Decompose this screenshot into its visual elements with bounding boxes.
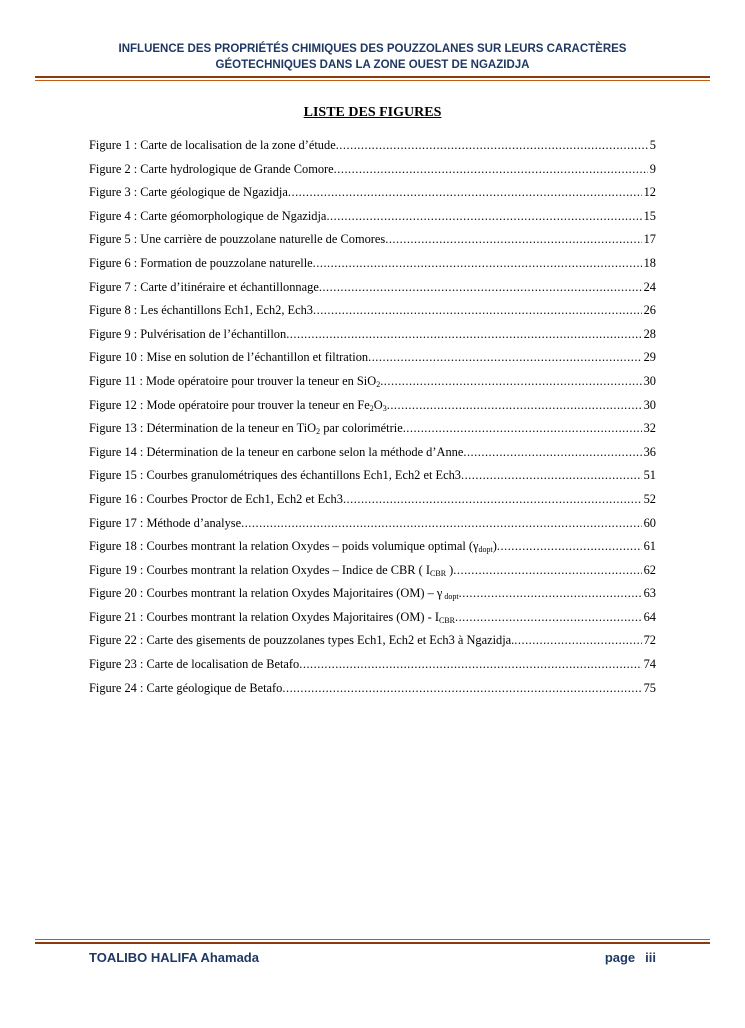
figure-label: Figure 4 : Carte géomorphologique de Ngazidja xyxy=(89,208,327,223)
figure-label: Figure 21 : Courbes montrant la relation Oxydes Majoritaires $(OM) - I_{CBR}$ xyxy=(89,609,455,625)
footer-page-number: iii xyxy=(645,950,656,965)
figure-entry[interactable] xyxy=(89,303,656,327)
footer-rule xyxy=(35,939,710,944)
figure-page-number: 17 xyxy=(643,232,656,247)
figure-label: Figure 2 : Carte hydrologique de Grande Comore xyxy=(89,161,334,176)
figure-label: Figure 16 : Courbes Proctor de Ech1, Ech2 et Ech3 xyxy=(89,491,343,506)
figure-entry[interactable] xyxy=(89,492,656,516)
figure-page-number: 62 xyxy=(643,562,656,577)
figure-label: Figure 10 : Mise en solution de l’échantillon et filtration xyxy=(89,350,369,365)
figure-entry[interactable] xyxy=(89,633,656,657)
leader-dots xyxy=(459,586,642,601)
figure-page-number: 75 xyxy=(643,680,656,695)
figure-entry[interactable] xyxy=(89,138,656,162)
header-rule xyxy=(35,76,710,81)
figure-page-number: 5 xyxy=(649,138,656,152)
figure-entry[interactable] xyxy=(89,421,656,445)
leader-dots xyxy=(403,421,642,436)
figure-page-number: 36 xyxy=(643,444,656,459)
figure-entry[interactable] xyxy=(89,657,656,681)
leader-dots xyxy=(288,185,642,200)
figure-label: Figure 18 : Courbes montrant la relation Oxydes – poids volumique optimal $(\gamma_{dopt})$ xyxy=(89,539,497,555)
figure-entry[interactable] xyxy=(89,563,656,587)
figure-entry[interactable] xyxy=(89,280,656,304)
footer-page-word: page xyxy=(604,950,636,965)
figure-page-number: 64 xyxy=(643,609,656,624)
figure-page-number: 29 xyxy=(643,350,656,365)
leader-dots xyxy=(387,398,642,413)
figure-label: Figure 1 : Carte de localisation de la zone d’étude xyxy=(89,138,336,152)
figure-label: Figure 20 : Courbes montrant la relation Oxydes Majoritaires (OM) – γ $_{dopt}$ xyxy=(89,586,459,602)
leader-dots xyxy=(453,563,641,578)
figure-page-number: 30 xyxy=(643,373,656,388)
figure-label: Figure 8 : Les échantillons Ech1, Ech2, Ech3 xyxy=(89,303,314,318)
figure-entry[interactable] xyxy=(89,539,656,563)
leader-dots xyxy=(514,633,641,648)
figure-label: Figure 22 : Carte des gisements de pouzzolanes types Ech1, Ech2 et Ech3 à Ngazidja. xyxy=(89,633,515,648)
leader-dots xyxy=(461,468,642,483)
figure-entry[interactable] xyxy=(89,468,656,492)
leader-dots xyxy=(455,610,642,625)
figure-entry[interactable] xyxy=(89,374,656,398)
running-header xyxy=(60,41,685,73)
header-line-1: INFLUENCE DES PROPRIÉTÉS CHIMIQUES DES POUZZOLANES SUR LEURS CARACTÈRES xyxy=(118,43,627,55)
leader-dots xyxy=(326,209,641,224)
figure-page-number: 9 xyxy=(649,161,656,176)
figure-page-number: 74 xyxy=(643,657,656,672)
leader-dots xyxy=(286,327,641,342)
figure-entry[interactable] xyxy=(89,681,656,705)
leader-dots xyxy=(282,681,641,696)
figure-entry[interactable] xyxy=(89,610,656,634)
figure-label: Figure 24 : Carte géologique de Betafo xyxy=(89,680,283,695)
figure-entry[interactable] xyxy=(89,586,656,610)
figure-label: Figure 7 : Carte d’itinéraire et échantillonnage xyxy=(89,279,319,294)
figure-page-number: 52 xyxy=(643,491,656,506)
figure-entry[interactable] xyxy=(89,232,656,256)
figure-page-number: 18 xyxy=(643,255,656,270)
figure-entry[interactable] xyxy=(89,162,656,186)
header-line-2: GÉOTECHNIQUES DANS LA ZONE OUEST DE NGAZIDJA xyxy=(215,59,530,71)
figure-entry[interactable] xyxy=(89,209,656,233)
figure-page-number: 15 xyxy=(643,208,656,223)
leader-dots xyxy=(319,280,642,295)
figure-page-number: 24 xyxy=(643,279,656,294)
figure-entry[interactable] xyxy=(89,445,656,469)
leader-dots xyxy=(334,162,648,177)
footer-author: TOALIBO HALIFA Ahamada xyxy=(89,950,259,965)
figure-entry[interactable] xyxy=(89,350,656,374)
figure-entry[interactable] xyxy=(89,256,656,280)
figure-list xyxy=(89,138,656,704)
figure-entry[interactable] xyxy=(89,327,656,351)
figure-label: Figure 9 : Pulvérisation de l’échantillon xyxy=(89,326,287,341)
figure-entry[interactable] xyxy=(89,516,656,540)
leader-dots xyxy=(299,657,641,672)
figure-label: Figure 23 : Carte de localisation de Betafo xyxy=(89,657,300,672)
figure-page-number: 61 xyxy=(643,539,656,554)
figure-page-number: 72 xyxy=(643,633,656,648)
figure-label: Figure 12 : Mode opératoire pour trouver la teneur en $Fe_2O_3$ xyxy=(89,397,387,413)
leader-dots xyxy=(343,492,642,507)
footer-page xyxy=(595,950,656,965)
figure-page-number: 30 xyxy=(643,397,656,412)
figure-entry[interactable] xyxy=(89,185,656,209)
figure-entry[interactable] xyxy=(89,398,656,422)
leader-dots xyxy=(313,303,642,318)
figure-label: Figure 5 : Une carrière de pouzzolane naturelle de Comores xyxy=(89,232,386,247)
figure-page-number: 60 xyxy=(643,515,656,530)
figure-label: Figure 14 : Détermination de la teneur en carbone selon la méthode d’Anne xyxy=(89,444,464,459)
figure-page-number: 32 xyxy=(643,421,656,436)
figure-page-number: 51 xyxy=(643,468,656,483)
figure-label: Figure 3 : Carte géologique de Ngazidja xyxy=(89,185,288,200)
leader-dots xyxy=(497,539,642,554)
leader-dots xyxy=(385,232,641,247)
figure-page-number: 63 xyxy=(643,586,656,601)
figure-label: Figure 15 : Courbes granulométriques des échantillons Ech1, Ech2 et Ech3 xyxy=(89,468,461,483)
figure-label: Figure 13 : Détermination de la teneur en TiO$_2$ par colorimétrie xyxy=(89,421,403,437)
leader-dots xyxy=(368,350,642,365)
figure-page-number: 28 xyxy=(643,326,656,341)
leader-dots xyxy=(336,138,648,153)
page-title: LISTE DES FIGURES xyxy=(303,105,442,120)
figure-label: Figure 11 : Mode opératoire pour trouver la teneur en SiO$_2$ xyxy=(89,373,381,389)
figure-label: Figure 17 : Méthode d’analyse xyxy=(89,515,242,530)
leader-dots xyxy=(313,256,642,271)
leader-dots xyxy=(241,516,642,531)
figure-label: Figure 6 : Formation de pouzzolane naturelle xyxy=(89,255,313,270)
figure-label: Figure 19 : Courbes montrant la relation Oxydes – Indice de CBR ( $I_{CBR}$ ) xyxy=(89,562,454,578)
leader-dots xyxy=(380,374,641,389)
leader-dots xyxy=(463,445,641,460)
figure-page-number: 26 xyxy=(643,303,656,318)
figure-page-number: 12 xyxy=(643,185,656,200)
